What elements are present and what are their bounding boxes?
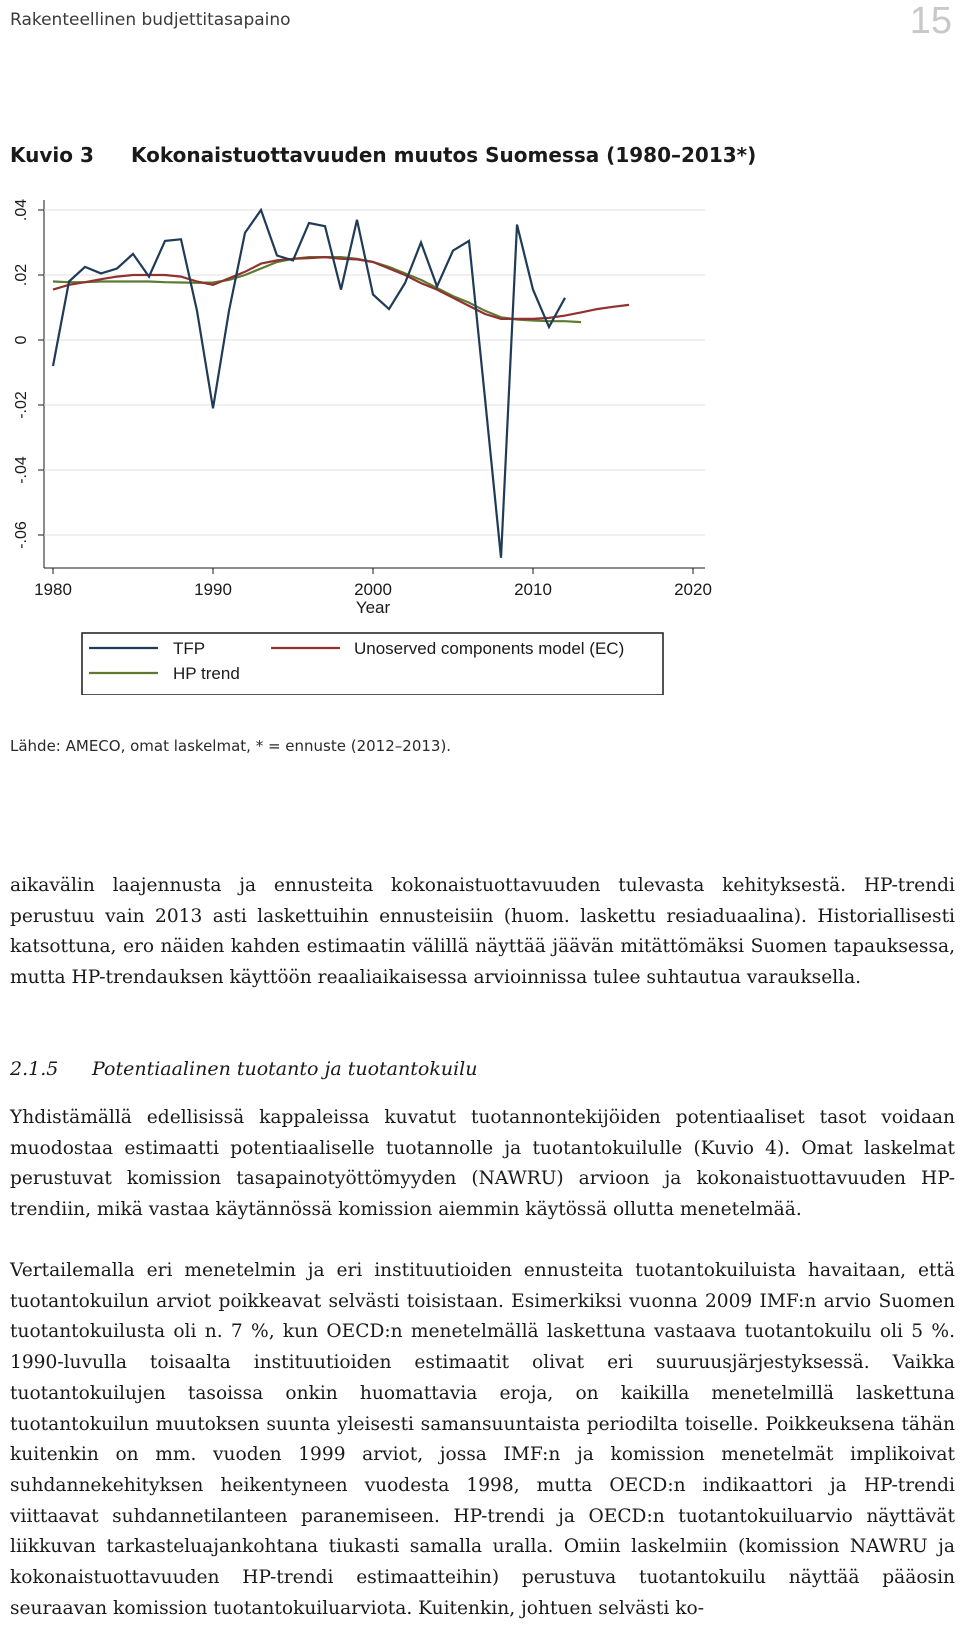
y-tick-label: -.04: [13, 456, 30, 484]
section-heading: [10, 1058, 477, 1080]
section-title: Potentiaalinen tuotanto ja tuotantokuilu: [92, 1058, 478, 1080]
paragraph-1: aikavälin laajennusta ja ennusteita kokonaistuottavuuden tulevasta kehityksestä. HP-trendi perustuu vain 2013 asti laskettuihin ennusteisiin (huom. laskettu resiaduaalina). Historiallisesti katsottuna, ero näiden kahden estimaatin välillä näyttää jäävän mitättömäksi Suomen tapauksessa, mutta HP-trendauksen käyttöön reaaliaikaisessa arvioinnissa tulee suhtautua varauksella.: [10, 875, 955, 989]
y-tick-label: -.06: [13, 521, 30, 549]
x-tick-label: 2010: [514, 580, 552, 599]
legend-label: Unoserved components model (EC): [354, 639, 625, 658]
y-tick-label: .02: [13, 263, 30, 287]
tfp-line-chart: [0, 195, 730, 695]
gridlines: [44, 210, 705, 535]
y-axis: [13, 199, 44, 568]
figure-label: Kuvio 3: [10, 143, 94, 167]
x-tick-label: 2020: [674, 580, 712, 599]
x-tick-label: 1980: [34, 580, 72, 599]
series-group: [53, 210, 629, 558]
legend: [82, 633, 663, 695]
legend-label: TFP: [173, 639, 206, 658]
running-title: Rakenteellinen budjettitasapaino: [10, 10, 291, 30]
y-tick-label: .04: [13, 198, 30, 222]
y-tick-label: 0: [13, 335, 30, 345]
x-tick-label: 1990: [194, 580, 232, 599]
series-line-hp-trend: [53, 257, 581, 322]
page-number: 15: [909, 0, 952, 42]
x-axis-label: Year: [355, 598, 391, 617]
series-line-tfp: [53, 210, 565, 558]
section-number: 2.1.5: [10, 1058, 59, 1080]
legend-label: HP trend: [173, 664, 240, 683]
paragraph-2: Yhdistämällä edellisissä kappaleissa kuvatut tuotannontekijöiden potentiaaliset tasot voidaan muodostaa estimaatti potentiaaliselle tuotannolle ja tuotantokuilulle (Kuvio 4). Omat laskelmat perustuvat komission tasapainotyöttömyyden (NAWRU) arvioon ja kokonaistuottavuuden HP-trendiin, mikä vastaa käytännössä komission aiemmin käytössä ollutta menetelmää.: [10, 1107, 955, 1221]
figure-source: Lähde: AMECO, omat laskelmat, * = ennuste (2012–2013).: [10, 737, 452, 755]
x-tick-label: 2000: [354, 580, 392, 599]
x-axis: [34, 568, 712, 599]
figure-title: Kokonaistuottavuuden muutos Suomessa (1980–2013*): [131, 143, 757, 167]
paragraph-3: Vertailemalla eri menetelmin ja eri instituutioiden ennusteita tuotantokuiluista havaitaan, että tuotantokuilun arviot poikkeavat selvästi toisistaan. Esimerkiksi vuonna 2009 IMF:n arvio Suomen tuotantokuilusta oli n. 7 %, kun OECD:n menetelmällä laskettuna vastaava tuotantokuilu oli 5 %. 1990-luvulla toisaalta instituutioiden estimaatit olivat eri suuruusjärjestyksessä. Vaikka tuotantokuilujen tasoissa onkin huomattavia eroja, on kaikilla menetelmillä laskettuna tuotantokuilun muutoksen suunta yleisesti samansuuntaista periodilta toiselle. Poikkeuksena tähän kuitenkin on mm. vuoden 1999 arviot, jossa IMF:n ja komission menetelmät implikoivat suhdannekehityksen heikentyneen vuodesta 1998, mutta OECD:n indikaattori ja HP-trendi viittaavat suhdannetilanteen paranemiseen. HP-trendi ja OECD:n tuotantokuiluarvio näyttävät liikkuvan tarkasteluajankohtana tiukasti samalla uralla. Omiin laskelmiin (komission NAWRU ja kokonaistuottavuuden HP-trendi estimaatteihin) perustuva tuotantokuilu näyttää pääosin seuraavan komission tuotantokuiluarviota. Kuitenkin, johtuen selvästi ko-: [10, 1260, 955, 1619]
y-tick-label: -.02: [13, 391, 30, 419]
